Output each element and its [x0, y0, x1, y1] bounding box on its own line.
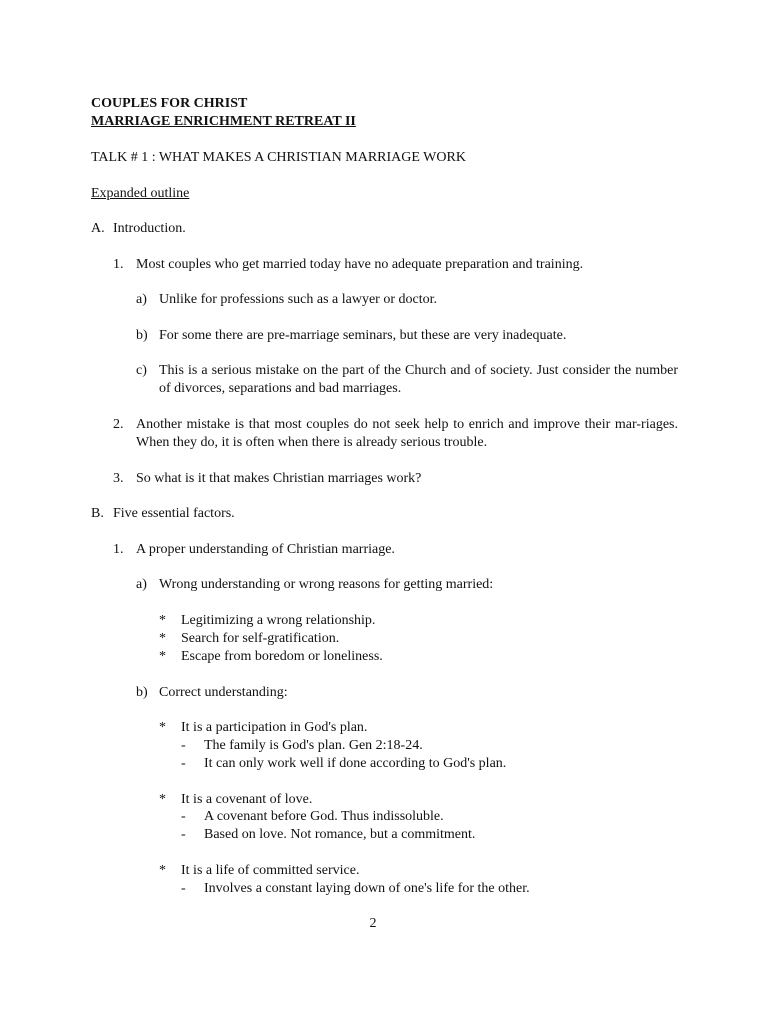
dash-bullet: - [181, 738, 186, 753]
b1a-marker: a) [136, 577, 147, 592]
section-a-marker: A. [91, 221, 105, 236]
b1b-text: Correct understanding: [159, 685, 288, 700]
asterisk-bullet: * [159, 863, 166, 878]
wrong-reason-3: Escape from boredom or loneliness. [181, 649, 383, 664]
org-title: COUPLES FOR CHRIST [91, 96, 248, 111]
wrong-reason-2: Search for self-gratification. [181, 631, 340, 646]
a3-marker: 3. [113, 471, 124, 486]
b1a-text: Wrong understanding or wrong reasons for getting married: [159, 577, 494, 592]
a1b-text: For some there are pre-marriage seminars, but these are very inadequate. [159, 328, 567, 343]
dash-bullet: - [181, 827, 186, 842]
outline-heading: Expanded outline [91, 186, 190, 201]
wrong-reason-1: Legitimizing a wrong relationship. [181, 613, 376, 628]
dash-bullet: - [181, 756, 186, 771]
section-b-marker: B. [91, 506, 104, 521]
asterisk-bullet: * [159, 631, 166, 646]
section-a-title: Introduction. [113, 221, 186, 236]
section-b-title: Five essential factors. [113, 506, 235, 521]
correct-point-1: It is a participation in God's plan. [181, 720, 368, 735]
correct-point-1-detail-2: It can only work well if done according to God's plan. [204, 756, 507, 771]
a3-text: So what is it that makes Christian marriages work? [136, 471, 422, 486]
correct-point-2-detail-2: Based on love. Not romance, but a commitment. [204, 827, 476, 842]
a1c-marker: c) [136, 363, 147, 378]
correct-point-2: It is a covenant of love. [181, 792, 313, 807]
correct-point-3: It is a life of committed service. [181, 863, 360, 878]
a1c-text: This is a serious mistake on the part of the Church and of society. Just consider the number of divorces, separations and bad marriages. [159, 363, 678, 396]
asterisk-bullet: * [159, 613, 166, 628]
a1b-marker: b) [136, 328, 148, 343]
correct-point-2-detail-1: A covenant before God. Thus indissoluble. [204, 809, 444, 824]
b1-text: A proper understanding of Christian marriage. [136, 542, 395, 557]
b1b-marker: b) [136, 685, 148, 700]
talk-title: TALK # 1 : WHAT MAKES A CHRISTIAN MARRIAGE WORK [91, 150, 466, 165]
retreat-title: MARRIAGE ENRICHMENT RETREAT II [91, 114, 356, 129]
correct-point-1-detail-1: The family is God's plan. Gen 2:18-24. [204, 738, 423, 753]
a1a-marker: a) [136, 292, 147, 307]
b1-marker: 1. [113, 542, 124, 557]
a2-text: Another mistake is that most couples do not seek help to enrich and improve their mar-riages. When they do, it is often when there is already serious trouble. [136, 417, 678, 450]
asterisk-bullet: * [159, 792, 166, 807]
asterisk-bullet: * [159, 649, 166, 664]
a1-text: Most couples who get married today have no adequate preparation and training. [136, 257, 584, 272]
a1a-text: Unlike for professions such as a lawyer or doctor. [159, 292, 437, 307]
a2-marker: 2. [113, 417, 124, 432]
a1-marker: 1. [113, 257, 124, 272]
asterisk-bullet: * [159, 720, 166, 735]
dash-bullet: - [181, 809, 186, 824]
correct-point-3-detail-1: Involves a constant laying down of one's life for the other. [204, 881, 530, 896]
page-number: 2 [369, 916, 377, 931]
dash-bullet: - [181, 881, 186, 896]
